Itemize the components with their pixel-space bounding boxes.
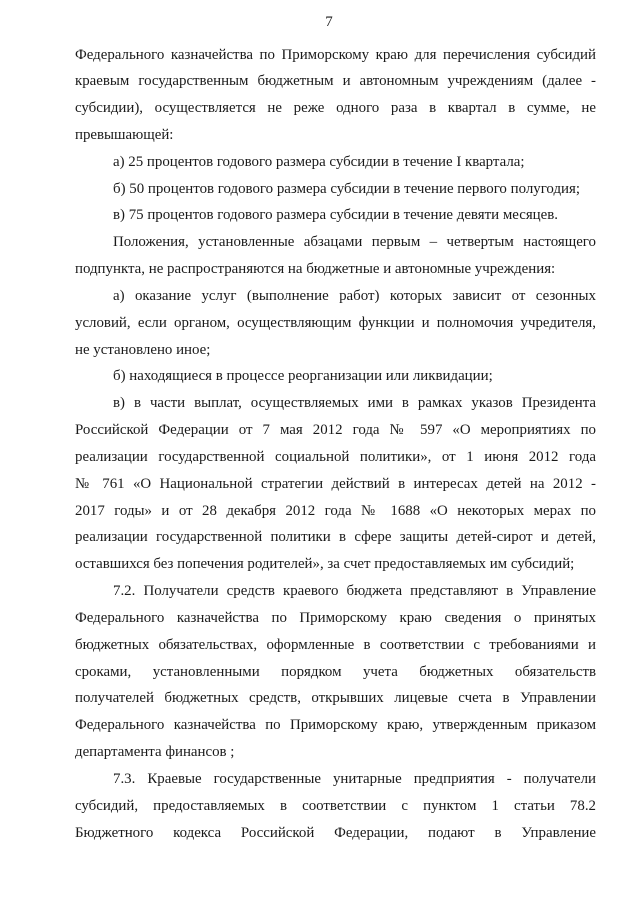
text-line: 2017 годы» и от 28 декабря 2012 года № 1688 «О некоторых мерах по: [75, 502, 596, 519]
section-7-3: [75, 766, 596, 846]
list-item-25-percent: [75, 149, 596, 176]
text-line: Российской Федерации от 7 мая 2012 года № 597 «О мероприятиях по: [75, 422, 596, 439]
text-line: в) 75 процентов годового размера субсидии в течение девяти месяцев.: [113, 207, 559, 224]
text-line: в) в части выплат, осуществляемых ими в рамках указов Президента: [113, 395, 596, 412]
paragraph-subsidy-transfer-terms: [75, 42, 596, 149]
text-line: б) 50 процентов годового размера субсидии в течение первого полугодия;: [113, 180, 580, 197]
text-line: получателей бюджетных средств, открывших лицевые счета в Управлении: [75, 690, 596, 707]
list-item-75-percent: [75, 202, 596, 229]
text-line: а) 25 процентов годового размера субсидии в течение I квартала;: [113, 153, 525, 170]
exception-item-a: [75, 283, 596, 363]
text-line: реализации государственной социальной политики», от 1 июня 2012 года: [75, 448, 596, 465]
text-line: Федерального казначейства по Приморскому краю для перечисления субсидий: [75, 46, 596, 63]
text-line: Бюджетного кодекса Российской Федерации, подают в Управление: [75, 824, 596, 841]
text-line: оставшихся без попечения родителей», за счет предоставляемых им субсидий;: [75, 556, 575, 573]
text-line: Федерального казначейства по Приморскому краю, утвержденным приказом: [75, 717, 596, 734]
text-line: бюджетных обязательствах, оформленные в соответствии с требованиями и: [75, 636, 596, 653]
page-number: 7: [325, 14, 333, 30]
text-line: Федерального казначейства по Приморскому краю сведения о принятых: [75, 609, 596, 626]
text-line: субсидии), осуществляется не реже одного раза в квартал в сумме, не: [75, 100, 596, 117]
text-line: а) оказание услуг (выполнение работ) которых зависит от сезонных: [113, 287, 596, 304]
text-line: департамента финансов ;: [75, 744, 235, 761]
list-item-50-percent: [75, 176, 596, 203]
section-7-2: [75, 578, 596, 766]
document-body: [75, 42, 596, 847]
text-line: краевым государственным бюджетным и автономным учреждениям (далее -: [75, 73, 596, 90]
paragraph-exceptions-intro: [75, 229, 596, 283]
text-line: 7.2. Получатели средств краевого бюджета представляют в Управление: [113, 583, 596, 600]
exception-item-b: [75, 363, 596, 390]
text-line: № 761 «О Национальной стратегии действий в интересах детей на 2012 -: [75, 475, 596, 492]
text-line: условий, если органом, осуществляющим функции и полномочия учредителя,: [75, 314, 596, 331]
text-line: реализации государственной политики в сфере защиты детей-сирот и детей,: [75, 529, 596, 546]
text-line: субсидий, предоставляемых в соответствии с пунктом 1 статьи 78.2: [75, 797, 596, 814]
text-line: сроками, установленными порядком учета бюджетных обязательств: [75, 663, 596, 680]
text-line: не установлено иное;: [75, 341, 211, 358]
text-line: б) находящиеся в процессе реорганизации или ликвидации;: [113, 368, 493, 385]
exception-item-v: [75, 390, 596, 578]
text-line: подпункта, не распространяются на бюджетные и автономные учреждения:: [75, 261, 556, 278]
text-line: превышающей:: [75, 126, 174, 143]
text-line: Положения, установленные абзацами первым – четвертым настоящего: [113, 234, 596, 251]
text-line: 7.3. Краевые государственные унитарные предприятия - получатели: [113, 770, 596, 787]
